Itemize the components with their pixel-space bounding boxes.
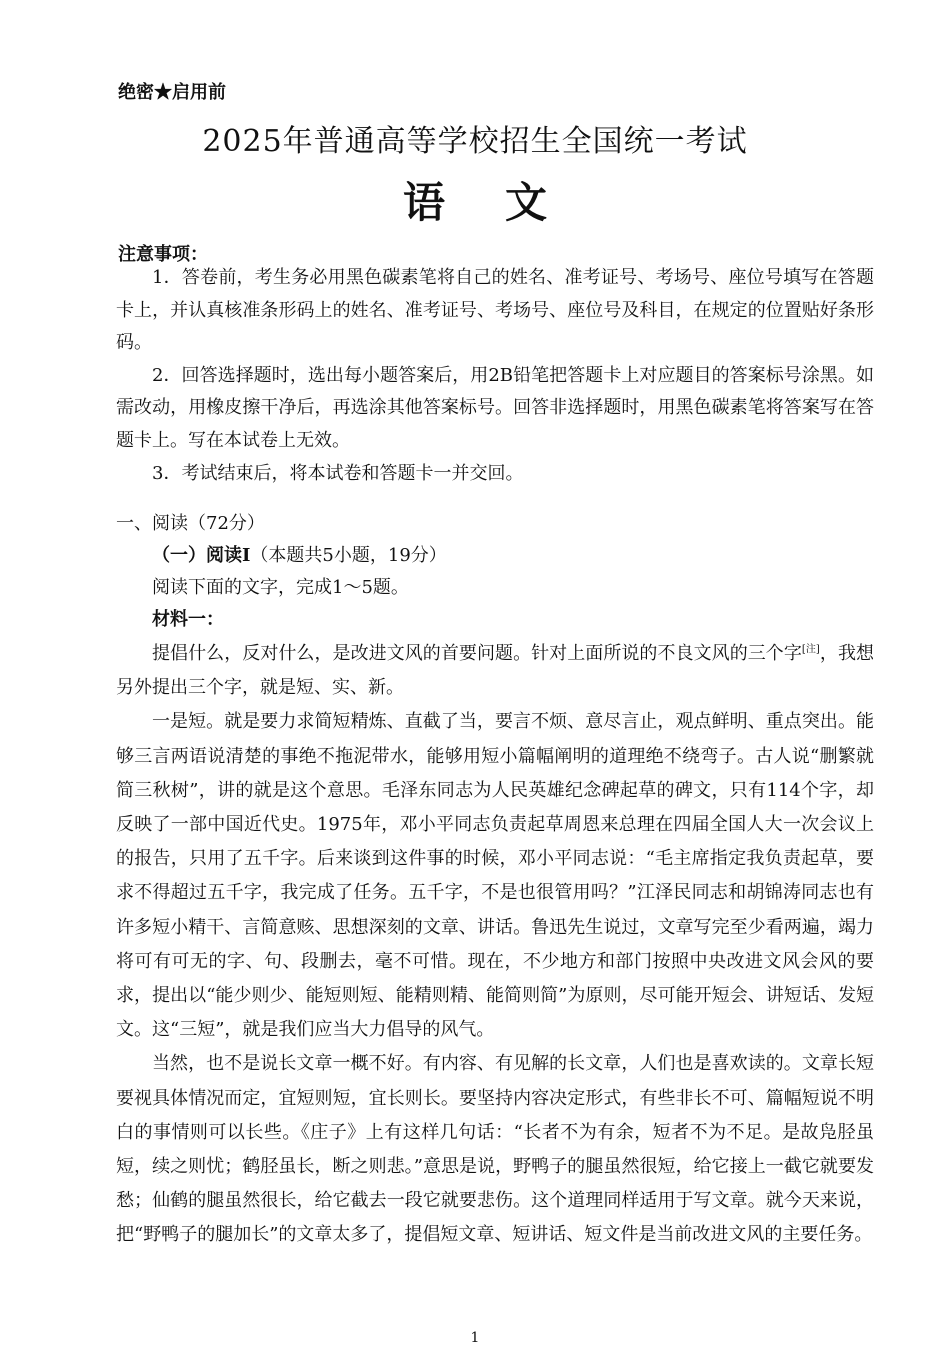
material-paragraph-2: 一是短。就是要力求简短精炼、直截了当，要言不烦、意尽言止，观点鲜明、重点突出。能够三言两语说清楚的事绝不拖泥带水，能够用短小篇幅阐明的道理绝不绕弯子。古人说“删繁就简三秋树”，讲的就是这个意思。毛泽东同志为人民英雄纪念碑起草的碑文，只有114个字，却反映了一部中国近代史。1975年，邓小平同志负责起草周恩来总理在四届全国人大一次会议上的报告，只用了五千字。后来谈到这件事的时候，邓小平同志说：“毛主席指定我负责起草，要求不得超过五千字，我完成了任务。五千字，不是也很管用吗？”江泽民同志和胡锦涛同志也有许多短小精干、言简意赅、思想深刻的文章、讲话。鲁迅先生说过，文章写完至少看两遍，竭力将可有可无的字、句、段删去，毫不可惜。现在，不少地方和部门按照中央改进文风会风的要求，提出以“能少则少、能短则短、能精则精、能简则简”为原则，尽可能开短会、讲短话、发短文。这“三短”，就是我们应当大力倡导的风气。 <box>116 711 874 1041</box>
subsection-title <box>152 540 447 572</box>
notice-item-1: 1．答卷前，考生务必用黑色碳素笔将自己的姓名、准考证号、考场号、座位号填写在答题卡上，并认真核准条形码上的姓名、准考证号、考场号、座位号及科目，在规定的位置贴好条形码。 <box>116 267 874 354</box>
exam-title: 2025年普通高等学校招生全国统一考试 <box>202 124 748 159</box>
material-p1-before-note: 提倡什么，反对什么，是改进文风的首要问题。针对上面所说的不良文风的三个字 <box>152 643 802 664</box>
notice-title: 注意事项： <box>118 244 208 265</box>
material-p1-after-note: ，我想另外提出三个字，就是短、实、新。 <box>116 643 875 699</box>
reading-instruction: 阅读下面的文字，完成1～5题。 <box>152 577 409 598</box>
subject-title: 语文 <box>402 178 607 227</box>
material-text <box>116 637 874 1253</box>
notice-item-3: 3．考试结束后，将本试卷和答题卡一并交回。 <box>152 462 524 484</box>
material-paragraph-1 <box>116 637 874 705</box>
subsection-bold: （一）阅读Ⅰ <box>152 545 251 566</box>
notice-list <box>116 262 874 490</box>
footnote-mark: [注] <box>801 644 820 655</box>
subsection-detail: （本题共5小题，19分） <box>250 545 447 566</box>
notice-item-2: 2．回答选择题时，选出每小题答案后，用2B铅笔把答题卡上对应题目的答案标号涂黑。如需改动，用橡皮擦干净后，再选涂其他答案标号。回答非选择题时，用黑色碳素笔将答案写在答题卡上。写在本试卷上无效。 <box>116 364 874 451</box>
material-label: 材料一： <box>152 609 224 630</box>
secret-label: 绝密★启用前 <box>118 82 226 103</box>
section-title: 一、阅读（72分） <box>116 513 265 534</box>
material-paragraph-3: 当然，也不是说长文章一概不好。有内容、有见解的长文章，人们也是喜欢读的。文章长短要视具体情况而定，宜短则短，宜长则长。要坚持内容决定形式，有些非长不可、篇幅短说不明白的事情则可以长些。《庄子》上有这样几句话：“长者不为有余，短者不为不足。是故凫胫虽短，续之则忧；鹤胫虽长，断之则悲。”意思是说，野鸭子的腿虽然很短，给它接上一截它就要发愁；仙鹤的腿虽然很长，给它截去一段它就要悲伤。这个道理同样适用于写文章。就今天来说，把“野鸭子的腿加长”的文章太多了，提倡短文章、短讲话、短文件是当前改进文风的主要任务。 <box>116 1053 874 1246</box>
page-number: 1 <box>470 1330 480 1346</box>
